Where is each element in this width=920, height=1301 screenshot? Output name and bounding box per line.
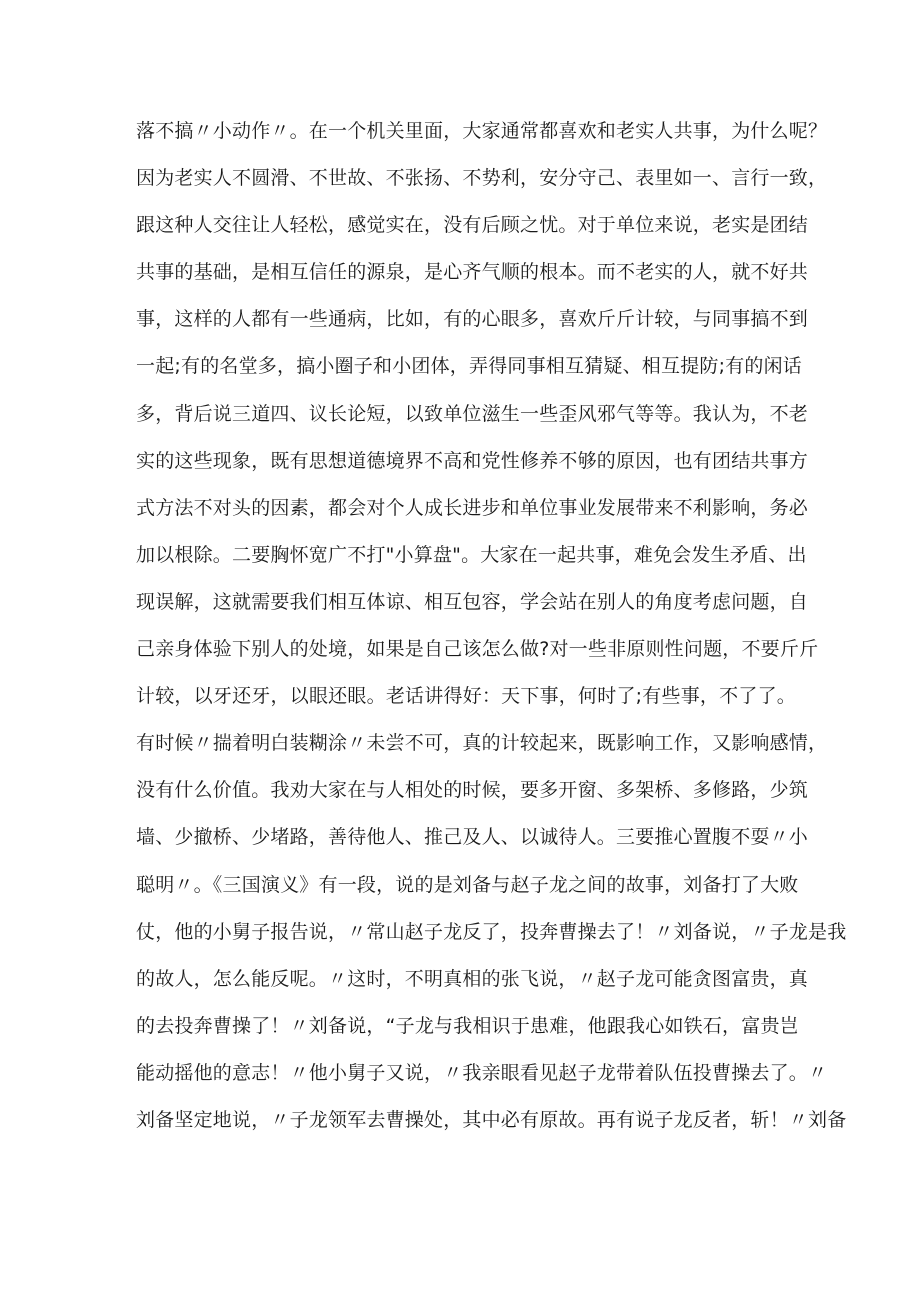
- text-line: 计较，以牙还牙，以眼还眼。老话讲得好：天下事，何时了;有些事，不了了。: [136, 685, 796, 708]
- text-line: 加以根除。二要胸怀宽广不打"小算盘"。大家在一起共事，难免会发生矛盾、出: [136, 543, 807, 566]
- text-line: 能动摇他的意志！〃他小舅子又说，〃我亲眼看见赵子龙带着队伍投曹操去了。〃: [136, 1061, 828, 1084]
- text-line: 跟这种人交往让人轻松，感觉实在，没有后顾之忧。对于单位来说，老实是团结: [136, 214, 809, 237]
- text-line: 有时候〃揣着明白装糊涂〃未尝不可，真的计较起来，既影响工作，又影响感情，: [136, 732, 828, 755]
- text-line: 己亲身体验下别人的处境，如果是自己该怎么做?对一些非原则性问题，不要斤斤: [136, 638, 819, 661]
- text-line: 实的这些现象，既有思想道德境界不高和党性修养不够的原因，也有团结共事方: [136, 449, 809, 472]
- text-line: 一起;有的名堂多，搞小圈子和小团体，弄得同事相互猜疑、相互提防;有的闲话: [136, 355, 803, 378]
- text-line: 墙、少撤桥、少堵路，善待他人、推己及人、以诚待人。三要推心置腹不耍〃小: [136, 826, 809, 849]
- text-line: 因为老实人不圆滑、不世故、不张扬、不势利，安分守己、表里如一、言行一致，: [136, 167, 828, 190]
- text-line: 的去投奔曹操了！〃刘备说，“子龙与我相识于患难，他跟我心如铁石，富贵岂: [136, 1014, 799, 1037]
- text-line: 多，背后说三道四、议长论短，以致单位滋生一些歪风邪气等等。我认为，不老: [136, 402, 809, 425]
- body-text: [136, 108, 847, 1144]
- text-line: 事，这样的人都有一些通病，比如，有的心眼多，喜欢斤斤计较，与同事搞不到: [136, 308, 809, 331]
- text-line: 落不搞〃小动作〃。在一个机关里面，大家通常都喜欢和老实人共事，为什么呢？: [136, 120, 828, 142]
- text-line: 现误解，这就需要我们相互体谅、相互包容，学会站在别人的角度考虑问题，自: [136, 590, 809, 613]
- text-line: 的故人，怎么能反呢。〃这时，不明真相的张飞说，〃赵子龙可能贪图富贵，真: [136, 967, 809, 990]
- text-line: 刘备坚定地说，〃子龙领军去曹操处，其中必有原故。再有说子龙反者，斩！〃刘备: [136, 1108, 847, 1131]
- text-line: 没有什么价值。我劝大家在与人相处的时候，要多开窗、多架桥、多修路，少筑: [136, 779, 809, 802]
- text-line: 聪明〃。《三国演义》有一段，说的是刘备与赵子龙之间的故事，刘备打了大败: [136, 873, 799, 896]
- text-line: 式方法不对头的因素，都会对个人成长进步和单位事业发展带来不利影响，务必: [136, 496, 809, 519]
- text-line: 共事的基础，是相互信任的源泉，是心齐气顺的根本。而不老实的人，就不好共: [136, 261, 809, 284]
- text-line: 仗，他的小舅子报告说，〃常山赵子龙反了，投奔曹操去了！〃刘备说，〃子龙是我: [136, 920, 847, 943]
